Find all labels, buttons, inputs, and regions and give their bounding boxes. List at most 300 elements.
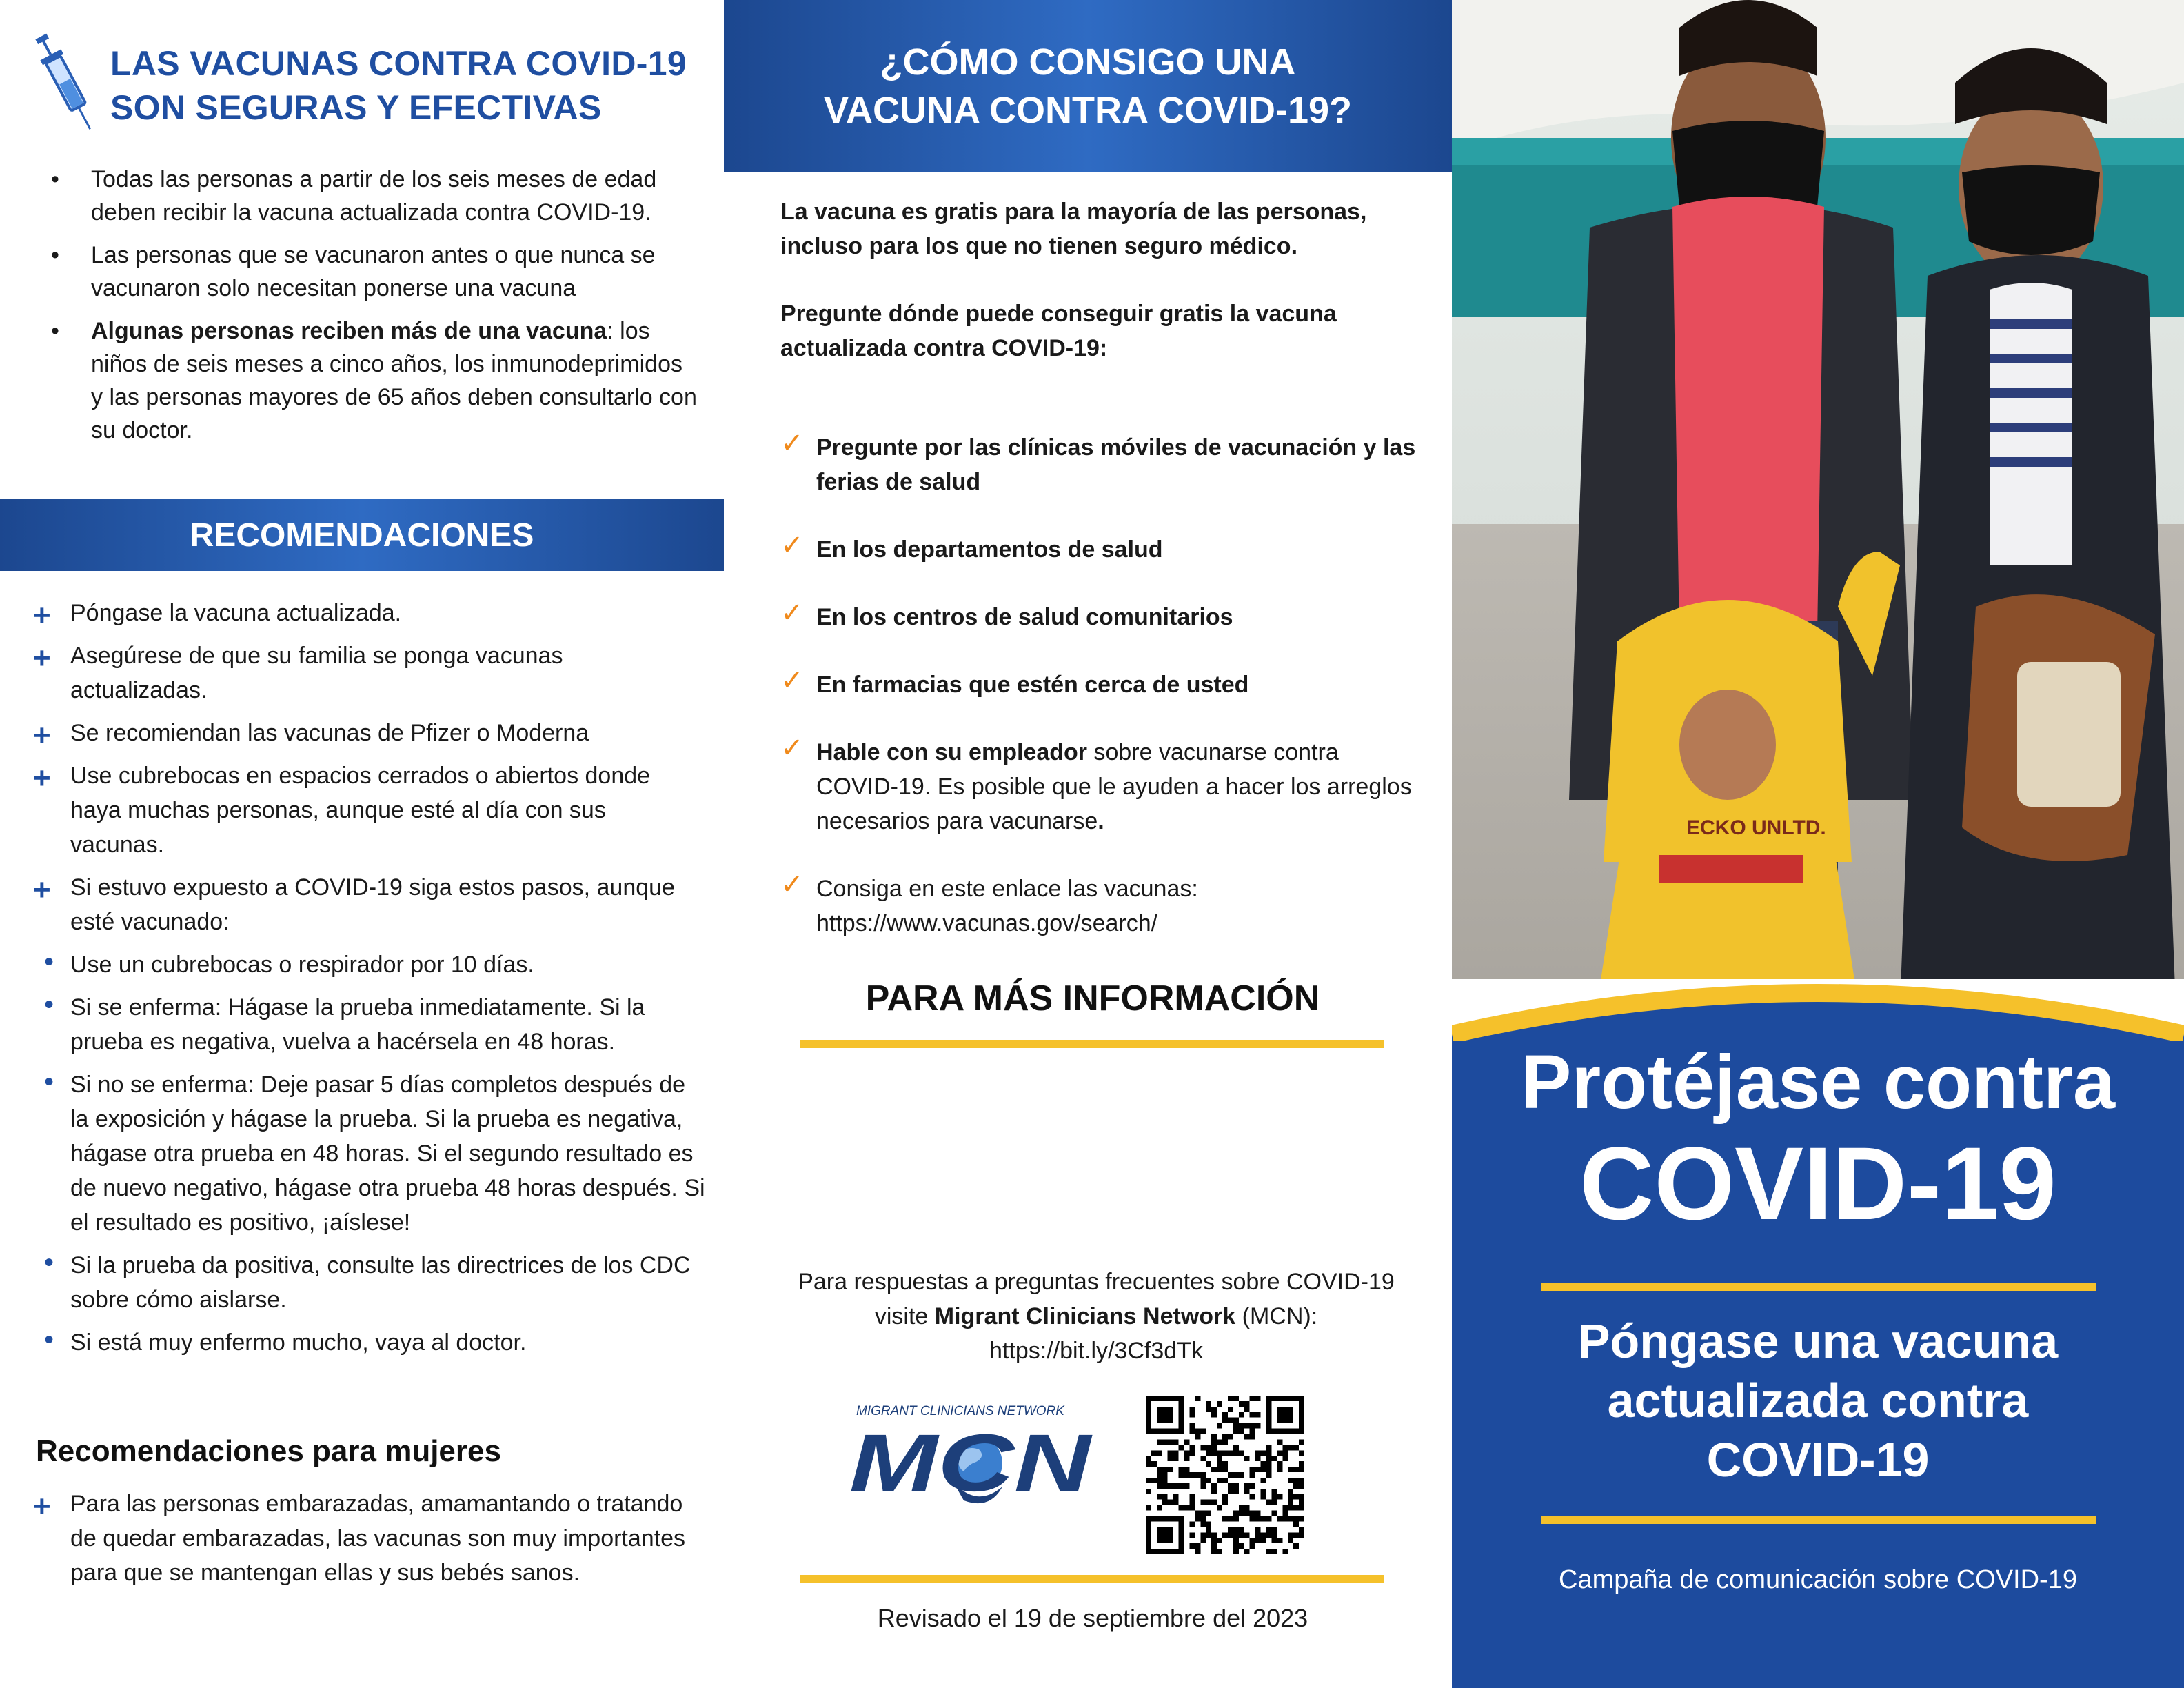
qr-module <box>1299 1483 1304 1489</box>
qr-module <box>1189 1494 1195 1500</box>
qr-code[interactable] <box>1146 1396 1304 1554</box>
qr-module <box>1217 1538 1222 1543</box>
qr-module <box>1151 1461 1157 1467</box>
qr-module <box>1217 1505 1222 1511</box>
qr-module <box>1217 1478 1222 1483</box>
intro-paragraph-1: La vacuna es gratis para la mayoría de las personas, incluso para los que no tienen seguro médico. <box>780 199 1367 259</box>
qr-module <box>1299 1516 1304 1521</box>
qr-module <box>1277 1538 1282 1543</box>
qr-module <box>1200 1429 1206 1434</box>
list-item <box>51 314 699 447</box>
qr-module <box>1195 1516 1200 1521</box>
qr-module <box>1200 1532 1206 1538</box>
qr-module <box>1228 1532 1233 1538</box>
qr-module <box>1239 1532 1244 1538</box>
qr-module <box>1146 1489 1151 1494</box>
qr-module <box>1222 1461 1228 1467</box>
how-to-get-banner <box>724 0 1452 172</box>
qr-module <box>1206 1478 1211 1483</box>
qr-module <box>1261 1450 1266 1456</box>
qr-module <box>1299 1532 1304 1538</box>
qr-module <box>1293 1483 1299 1489</box>
qr-module <box>1261 1461 1266 1467</box>
qr-module <box>1255 1396 1261 1401</box>
gold-divider <box>800 1040 1384 1048</box>
qr-module <box>1222 1439 1228 1445</box>
qr-module <box>1239 1401 1244 1407</box>
list-item <box>780 600 1422 634</box>
qr-module <box>1200 1472 1206 1478</box>
qr-module <box>1157 1505 1162 1511</box>
recommendations-banner <box>0 499 724 571</box>
qr-module <box>1299 1461 1304 1467</box>
qr-module <box>1233 1511 1239 1516</box>
list-item: + Para las personas embarazadas, amamantando o tratando de quedar embarazadas, las vacunas son muy importantes para que se mantengan ellas y sus bebés sanos. <box>30 1487 706 1590</box>
list-item <box>780 872 1422 941</box>
qr-module <box>1222 1418 1228 1423</box>
qr-module <box>1217 1423 1222 1429</box>
qr-module <box>1179 1467 1184 1472</box>
qr-module <box>1162 1483 1168 1489</box>
qr-module <box>1293 1505 1299 1511</box>
safety-bullets <box>51 163 699 456</box>
qr-module <box>1244 1511 1250 1516</box>
qr-module <box>1211 1439 1217 1445</box>
qr-module <box>1244 1505 1250 1511</box>
qr-module <box>1211 1467 1217 1472</box>
qr-module <box>1293 1532 1299 1538</box>
qr-module <box>1195 1511 1200 1516</box>
mcn-name: Migrant Clinicians Network <box>934 1303 1236 1329</box>
safety-heading-line1: LAS VACUNAS CONTRA COVID-19 <box>110 44 687 83</box>
qr-module <box>1157 1483 1162 1489</box>
qr-module <box>1261 1489 1266 1494</box>
qr-module <box>1299 1439 1304 1445</box>
qr-module <box>1282 1456 1288 1461</box>
cover-subtitle-line2: actualizada contra <box>1607 1374 2029 1427</box>
bullet-text: : los niños de seis meses a cinco años, los inmunodeprimidos y las personas mayores de 65 años deben consultarlo con su doctor. <box>91 318 697 443</box>
qr-module <box>1206 1500 1211 1505</box>
qr-module <box>1288 1532 1293 1538</box>
qr-module <box>1271 1538 1277 1543</box>
qr-module <box>1189 1450 1195 1456</box>
qr-module <box>1244 1483 1250 1489</box>
list-item: + Use cubrebocas en espacios cerrados o abiertos donde haya muchas personas, aunque esté al día con sus vacunas. <box>30 758 706 862</box>
qr-module <box>1288 1478 1293 1483</box>
faq-text <box>772 1265 1420 1368</box>
qr-module <box>1162 1500 1168 1505</box>
intro-paragraph-2: Pregunte dónde puede conseguir gratis la vacuna actualizada contra COVID-19: <box>780 301 1337 361</box>
qr-module <box>1228 1516 1233 1521</box>
qr-module <box>1162 1472 1168 1478</box>
qr-module <box>1195 1543 1200 1549</box>
qr-module <box>1211 1412 1217 1418</box>
qr-module <box>1282 1549 1288 1554</box>
qr-module <box>1200 1511 1206 1516</box>
qr-module <box>1293 1521 1299 1527</box>
recommendations-title: RECOMENDACIONES <box>190 516 534 554</box>
qr-module <box>1244 1456 1250 1461</box>
qr-module <box>1255 1467 1261 1472</box>
check-text: Consiga en este enlace las vacunas: <box>816 876 1198 902</box>
qr-module <box>1277 1494 1282 1500</box>
campaign-footer: Campaña de comunicación sobre COVID-19 <box>1559 1565 2077 1594</box>
qr-module <box>1211 1489 1217 1494</box>
qr-module <box>1271 1532 1277 1538</box>
qr-module <box>1195 1549 1200 1554</box>
qr-module <box>1282 1505 1288 1511</box>
bullet-bold-text: Algunas personas reciben más de una vacuna <box>91 318 607 344</box>
qr-module <box>1266 1516 1271 1521</box>
gold-divider <box>1541 1516 2096 1524</box>
check-text: En los departamentos de salud <box>816 536 1163 563</box>
qr-module <box>1189 1532 1195 1538</box>
qr-module <box>1200 1445 1206 1450</box>
qr-module <box>1277 1450 1282 1456</box>
qr-module <box>1255 1456 1261 1461</box>
qr-module <box>1211 1549 1217 1554</box>
qr-module <box>1288 1500 1293 1505</box>
qr-module <box>1206 1445 1211 1450</box>
check-period: . <box>1098 808 1104 834</box>
qr-module <box>1200 1521 1206 1527</box>
qr-module <box>1211 1532 1217 1538</box>
revised-date: Revisado el 19 de septiembre del 2023 <box>877 1604 1308 1632</box>
qr-module <box>1168 1467 1173 1472</box>
qr-module <box>1151 1450 1157 1456</box>
qr-module <box>1222 1412 1228 1418</box>
qr-module <box>1239 1472 1244 1478</box>
qr-module <box>1293 1494 1299 1500</box>
qr-module <box>1184 1505 1190 1511</box>
qr-module <box>1233 1450 1239 1456</box>
qr-module <box>1266 1445 1271 1450</box>
where-to-get-list <box>780 430 1422 974</box>
qr-module <box>1211 1407 1217 1412</box>
qr-module <box>1189 1472 1195 1478</box>
qr-module <box>1271 1511 1277 1516</box>
qr-module <box>1244 1489 1250 1494</box>
check-text: En los centros de salud comunitarios <box>816 604 1233 630</box>
qr-module <box>1282 1511 1288 1516</box>
qr-module <box>1222 1450 1228 1456</box>
qr-module <box>1228 1489 1233 1494</box>
qr-module <box>1217 1439 1222 1445</box>
qr-module <box>1168 1456 1173 1461</box>
list-item: • Si se enferma: Hágase la prueba inmediatamente. Si la prueba es negativa, vuelva a hacérsela en 48 horas. <box>30 990 706 1059</box>
qr-module <box>1299 1478 1304 1483</box>
qr-module <box>1288 1516 1293 1521</box>
safety-heading <box>110 41 703 130</box>
list-item: + Si estuvo expuesto a COVID-19 siga estos pasos, aunque esté vacunado: <box>30 870 706 939</box>
qr-module <box>1271 1494 1277 1500</box>
qr-module <box>1189 1505 1195 1511</box>
qr-module <box>1162 1494 1168 1500</box>
how-heading-line2: VACUNA CONTRA COVID-19? <box>823 90 1353 131</box>
cover-subtitle <box>1452 1312 2184 1489</box>
qr-module <box>1228 1450 1233 1456</box>
cover-title-line1: Protéjase contra <box>1520 1040 2115 1125</box>
qr-module <box>1222 1494 1228 1500</box>
list-item <box>780 667 1422 702</box>
intro-text <box>780 194 1401 399</box>
qr-module <box>1250 1494 1255 1500</box>
qr-module <box>1217 1549 1222 1554</box>
qr-module <box>1255 1412 1261 1418</box>
qr-module <box>1189 1543 1195 1549</box>
qr-module <box>1206 1407 1211 1412</box>
qr-module <box>1228 1407 1233 1412</box>
qr-module <box>1211 1445 1217 1450</box>
qr-module <box>1261 1538 1266 1543</box>
qr-module <box>1299 1527 1304 1532</box>
qr-module <box>1288 1505 1293 1511</box>
qr-module <box>1244 1434 1250 1440</box>
qr-module <box>1184 1472 1190 1478</box>
qr-module <box>1266 1532 1271 1538</box>
qr-module <box>1162 1478 1168 1483</box>
qr-module <box>1206 1450 1211 1456</box>
qr-module <box>1168 1439 1173 1445</box>
qr-module <box>1217 1467 1222 1472</box>
qr-module <box>1179 1472 1184 1478</box>
qr-module <box>1266 1472 1271 1478</box>
gold-divider <box>1541 1283 2096 1291</box>
qr-module <box>1299 1467 1304 1472</box>
qr-module <box>1282 1516 1288 1521</box>
women-list <box>30 1487 706 1590</box>
faq-text-end: (MCN): <box>1235 1303 1318 1329</box>
qr-module <box>1288 1494 1293 1500</box>
qr-module <box>1179 1483 1184 1489</box>
list-item <box>780 532 1422 567</box>
qr-module <box>1151 1478 1157 1483</box>
qr-module <box>1146 1461 1151 1467</box>
qr-module <box>1266 1467 1271 1472</box>
logo-letters: MCN <box>849 1418 1093 1509</box>
qr-module <box>1173 1500 1179 1505</box>
qr-module <box>1250 1412 1255 1418</box>
qr-module <box>1239 1527 1244 1532</box>
qr-module <box>1239 1505 1244 1511</box>
qr-module <box>1233 1532 1239 1538</box>
qr-module <box>1288 1445 1293 1450</box>
qr-module <box>1168 1500 1173 1505</box>
qr-module <box>1189 1500 1195 1505</box>
qr-module <box>1271 1527 1277 1532</box>
qr-module <box>1200 1538 1206 1543</box>
qr-module <box>1222 1500 1228 1505</box>
qr-module <box>1233 1483 1239 1489</box>
qr-module <box>1266 1456 1271 1461</box>
qr-module <box>1271 1549 1277 1554</box>
qr-module <box>1266 1549 1271 1554</box>
qr-module <box>1233 1429 1239 1434</box>
qr-module <box>1179 1505 1184 1511</box>
qr-module <box>1277 1439 1282 1445</box>
qr-module <box>1179 1445 1184 1450</box>
qr-module <box>1222 1478 1228 1483</box>
qr-module <box>1200 1516 1206 1521</box>
list-item: • Si la prueba da positiva, consulte las directrices de los CDC sobre cómo aislarse. <box>30 1248 706 1317</box>
qr-module <box>1233 1423 1239 1429</box>
qr-module <box>1250 1483 1255 1489</box>
qr-module <box>1244 1532 1250 1538</box>
list-item: + Póngase la vacuna actualizada. <box>30 596 706 630</box>
qr-module <box>1233 1472 1239 1478</box>
qr-module <box>1211 1483 1217 1489</box>
qr-module <box>1288 1489 1293 1494</box>
qr-module <box>1233 1527 1239 1532</box>
qr-module <box>1211 1543 1217 1549</box>
qr-module <box>1228 1434 1233 1440</box>
list-item: + Asegúrese de que su familia se ponga vacunas actualizadas. <box>30 639 706 707</box>
qr-module <box>1244 1407 1250 1412</box>
qr-module <box>1255 1538 1261 1543</box>
qr-module <box>1162 1439 1168 1445</box>
qr-module <box>1173 1450 1179 1456</box>
qr-module <box>1233 1543 1239 1549</box>
qr-module <box>1250 1538 1255 1543</box>
qr-module <box>1266 1527 1271 1532</box>
hoodie-text: ECKO UNLTD. <box>1686 816 1826 839</box>
qr-module <box>1217 1456 1222 1461</box>
qr-module <box>1271 1500 1277 1505</box>
qr-module <box>1293 1445 1299 1450</box>
qr-module <box>1266 1461 1271 1467</box>
list-item: • Todas las personas a partir de los seis meses de edad deben recibir la vacuna actualizada contra COVID-19. <box>51 163 699 229</box>
qr-module <box>1244 1423 1250 1429</box>
qr-module <box>1255 1527 1261 1532</box>
qr-module <box>1228 1472 1233 1478</box>
qr-module <box>1173 1456 1179 1461</box>
qr-module <box>1184 1439 1190 1445</box>
safety-heading-line2: SON SEGURAS Y EFECTIVAS <box>110 88 602 127</box>
how-heading-line1: ¿CÓMO CONSIGO UNA <box>880 41 1296 83</box>
qr-module <box>1189 1521 1195 1527</box>
qr-module <box>1239 1511 1244 1516</box>
cover-title-line2: COVID-19 <box>1579 1125 2056 1241</box>
qr-module <box>1250 1434 1255 1440</box>
qr-module <box>1189 1412 1195 1418</box>
qr-module <box>1299 1494 1304 1500</box>
qr-module <box>1271 1456 1277 1461</box>
qr-module <box>1255 1511 1261 1516</box>
qr-module <box>1217 1401 1222 1407</box>
list-item: • Si no se enferma: Deje pasar 5 días completos después de la exposición y hágase la prueba. Si la prueba es negativa, hágase otra prueba en 48 horas. Si el segundo resultado es de nuevo negativo, hágase otra prueba 48 horas después. Si el resultado es positivo, ¡aíslese! <box>30 1067 706 1240</box>
qr-module <box>1157 1450 1162 1456</box>
qr-module <box>1228 1527 1233 1532</box>
qr-module <box>1233 1418 1239 1423</box>
qr-module <box>1162 1467 1168 1472</box>
qr-module <box>1217 1450 1222 1456</box>
qr-module <box>1244 1549 1250 1554</box>
qr-module <box>1255 1532 1261 1538</box>
qr-module <box>1211 1538 1217 1543</box>
qr-module <box>1157 1472 1162 1478</box>
qr-module <box>1200 1483 1206 1489</box>
qr-module <box>1157 1439 1162 1445</box>
check-text: En farmacias que estén cerca de usted <box>816 672 1249 698</box>
qr-module <box>1228 1396 1233 1401</box>
qr-module <box>1244 1401 1250 1407</box>
qr-module <box>1261 1516 1266 1521</box>
logo-top-text: MIGRANT CLINICIANS NETWORK <box>856 1404 1064 1418</box>
qr-module <box>1250 1396 1255 1401</box>
more-info-heading: PARA MÁS INFORMACIÓN <box>865 978 1320 1018</box>
qr-module <box>1233 1445 1239 1450</box>
qr-module <box>1299 1505 1304 1511</box>
qr-module <box>1211 1450 1217 1456</box>
qr-module <box>1299 1450 1304 1456</box>
faq-text-start: Para respuestas a preguntas frecuentes sobre COVID-19 visite <box>798 1269 1395 1329</box>
qr-module <box>1217 1461 1222 1467</box>
gold-arc <box>1452 979 2184 1041</box>
family-photo <box>1452 0 2184 1007</box>
qr-module <box>1184 1456 1190 1461</box>
qr-module <box>1189 1445 1195 1450</box>
qr-module <box>1293 1516 1299 1521</box>
qr-module <box>1173 1439 1179 1445</box>
qr-module <box>1261 1467 1266 1472</box>
qr-module <box>1173 1494 1179 1500</box>
vaccines-link[interactable]: https://www.vacunas.gov/search/ <box>816 910 1158 936</box>
qr-module <box>1200 1478 1206 1483</box>
qr-module <box>1211 1434 1217 1440</box>
qr-module <box>1222 1532 1228 1538</box>
qr-module <box>1184 1483 1190 1489</box>
qr-module <box>1261 1494 1266 1500</box>
qr-module <box>1195 1472 1200 1478</box>
qr-module <box>1261 1478 1266 1483</box>
qr-module <box>1195 1434 1200 1440</box>
qr-module <box>1277 1467 1282 1472</box>
qr-module <box>1266 1450 1271 1456</box>
qr-module <box>1168 1450 1173 1456</box>
qr-module <box>1184 1467 1190 1472</box>
qr-module <box>1157 1494 1162 1500</box>
qr-module <box>1195 1429 1200 1434</box>
list-item: • Si está muy enfermo mucho, vaya al doctor. <box>30 1325 706 1360</box>
syringe-icon <box>34 28 97 138</box>
qr-module <box>1146 1505 1151 1511</box>
qr-module <box>1255 1516 1261 1521</box>
faq-link[interactable]: https://bit.ly/3Cf3dTk <box>989 1338 1203 1364</box>
cover-subtitle-line1: Póngase una vacuna <box>1577 1314 2059 1368</box>
cover-subtitle-line3: COVID-19 <box>1706 1433 1930 1487</box>
qr-module <box>1266 1500 1271 1505</box>
qr-module <box>1157 1478 1162 1483</box>
qr-module <box>1206 1521 1211 1527</box>
list-item: • Use un cubrebocas o respirador por 10 días. <box>30 947 706 982</box>
gold-divider <box>800 1575 1384 1583</box>
qr-module <box>1211 1500 1217 1505</box>
qr-module <box>1277 1461 1282 1467</box>
qr-module <box>1239 1412 1244 1418</box>
qr-module <box>1233 1549 1239 1554</box>
qr-module <box>1288 1467 1293 1472</box>
qr-module <box>1250 1467 1255 1472</box>
qr-module <box>1255 1423 1261 1429</box>
list-item <box>780 735 1422 838</box>
qr-module <box>1293 1543 1299 1549</box>
qr-module <box>1200 1456 1206 1461</box>
qr-module <box>1173 1483 1179 1489</box>
qr-module <box>1206 1461 1211 1467</box>
qr-module <box>1222 1434 1228 1440</box>
qr-module <box>1189 1429 1195 1434</box>
qr-module <box>1233 1489 1239 1494</box>
